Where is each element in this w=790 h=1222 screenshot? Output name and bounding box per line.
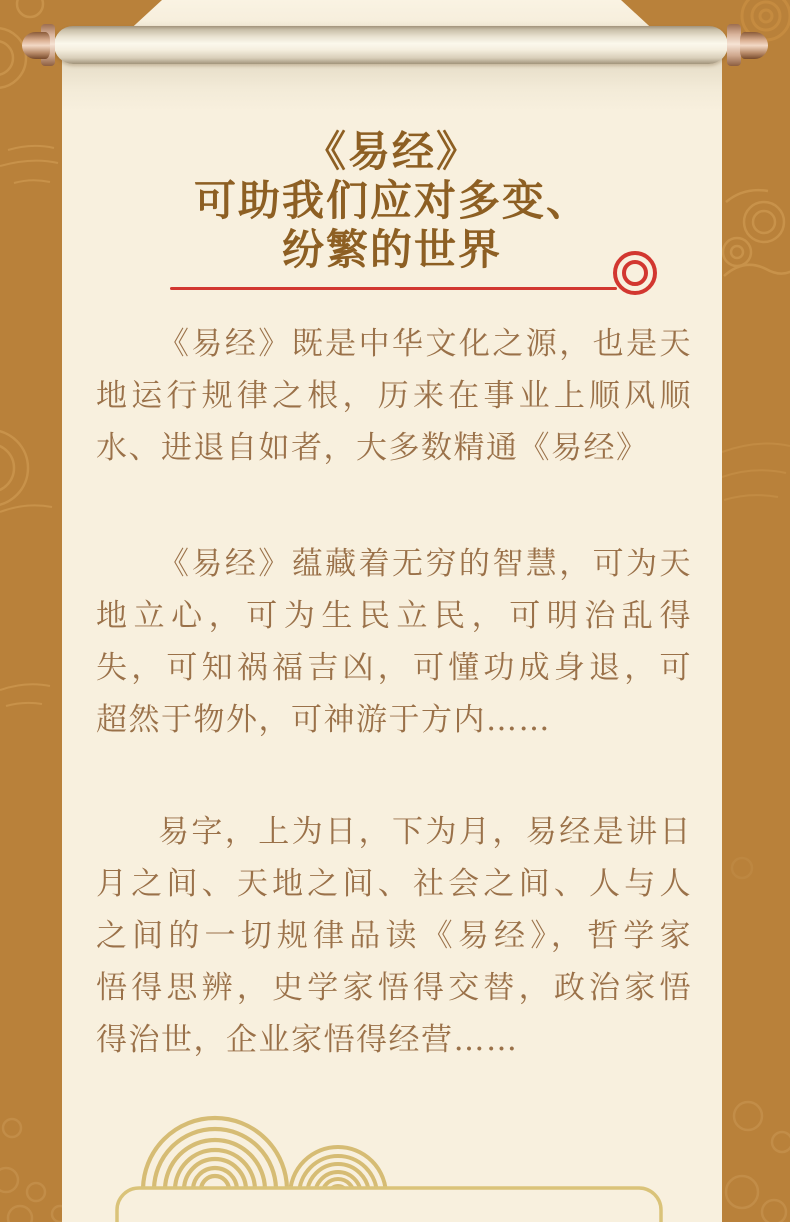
roller-ferrule-right [727,24,741,66]
large-concentric-arcs-icon [143,1118,287,1222]
double-circle-inner-ring [622,260,648,286]
red-divider-line [170,287,617,290]
paragraph-1-line: 地运行规律之根，历来在事业上顺风顺 [96,378,692,414]
paragraph-3-line: 之间的一切规律品读《易经》，哲学家 [96,918,692,954]
paragraph-3 [96,806,692,1066]
paragraph-2-line: 失，可知祸福吉凶，可懂功成身退，可 [96,650,692,686]
paragraph-3-line: 悟得思辨，史学家悟得交替，政治家悟 [96,970,692,1006]
title-line-1: 《易经》 [303,127,480,176]
cloud-right-band [723,190,790,276]
scroll-roller-bar [54,26,728,64]
paragraph-1 [96,318,692,474]
title-line-3: 纷繁的世界 [281,225,502,274]
double-circle-icon [613,251,657,295]
cloud-left-mid [0,430,52,706]
cloud-right-arcs [722,444,790,500]
title-line-2: 可助我们应对多变、 [193,176,590,225]
paragraph-3-line: 得治世，企业家悟得经营…… [96,1022,519,1058]
footer-rounded-box [117,1188,661,1222]
paragraph-2 [96,538,692,746]
page-title [62,127,722,274]
paragraph-2-line: 地立心，可为生民立民，可明治乱得 [96,598,692,634]
paragraph-2-line: 超然于物外，可神游于方内…… [96,702,551,738]
roller-knob-right-icon [740,32,768,59]
roller-knob-left-icon [22,32,50,59]
paragraph-2-line: 《易经》蕴藏着无穷的智慧，可为天 [158,546,692,582]
paragraph-3-line: 易字，上为日，下为月，易经是讲日 [158,814,692,850]
small-concentric-arcs-icon [290,1147,386,1222]
paragraph-3-line: 月之间、天地之间、社会之间、人与人 [96,866,692,902]
paragraph-1-line: 《易经》既是中华文化之源，也是天 [158,326,692,362]
cloud-bottom-left [0,1119,68,1222]
footer-decoration [62,1100,722,1222]
cloud-bottom-right [726,858,790,1222]
paragraph-1-line: 水、进退自如者，大多数精通《易经》 [96,430,649,466]
cloud-left-wisps [0,146,58,183]
